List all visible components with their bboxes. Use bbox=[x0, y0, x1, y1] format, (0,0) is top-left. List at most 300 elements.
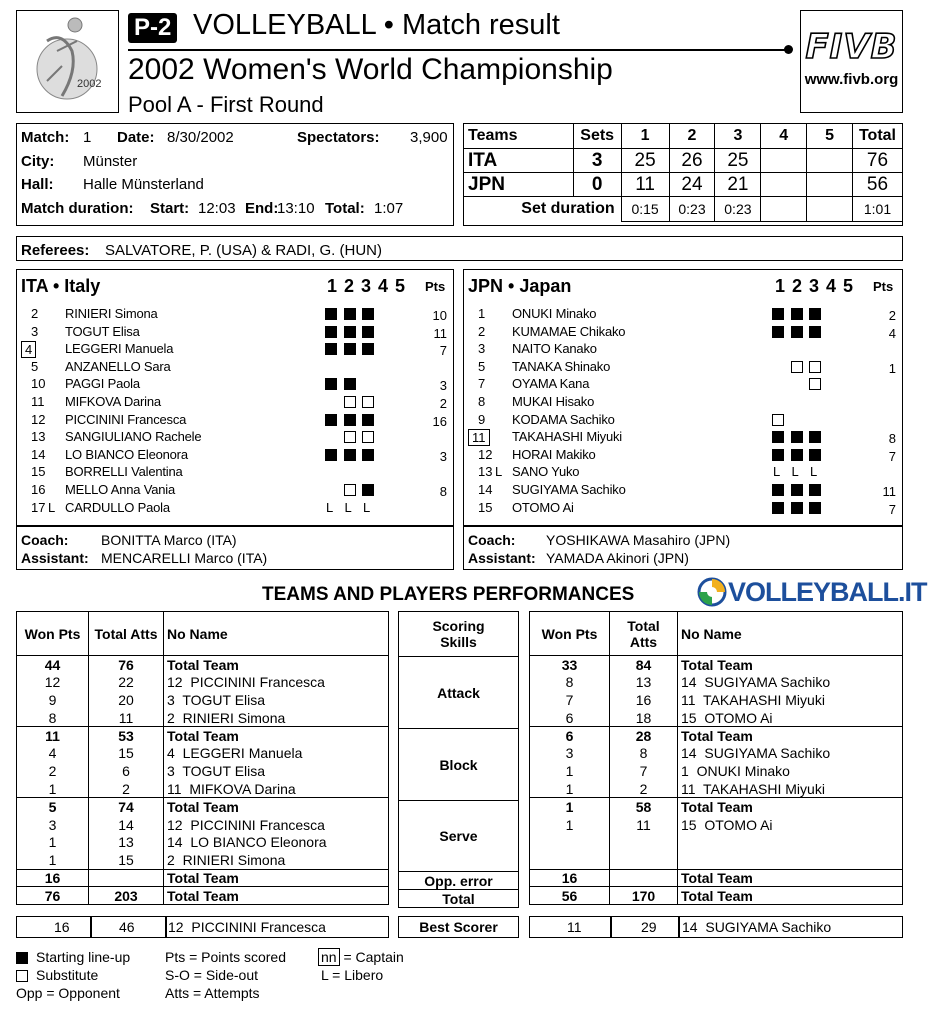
player-number: 15 bbox=[31, 464, 46, 480]
starter-square-icon bbox=[362, 484, 374, 496]
player-points: 7 bbox=[888, 448, 896, 464]
won-points bbox=[530, 851, 610, 869]
player-number: 14 bbox=[478, 482, 493, 497]
player-name bbox=[678, 851, 903, 869]
player-name: SUGIYAMA Sachiko bbox=[512, 482, 626, 497]
player-name: NAITO Kanako bbox=[512, 341, 597, 357]
score-set bbox=[807, 149, 853, 173]
table-row bbox=[17, 833, 389, 851]
libero-set-marker: L bbox=[363, 499, 371, 515]
player-name bbox=[678, 833, 903, 851]
libero-marker: L bbox=[48, 499, 56, 515]
ita-roster-box bbox=[16, 269, 454, 570]
table-row bbox=[17, 656, 389, 674]
table-row bbox=[17, 780, 389, 798]
player-name: Total Team bbox=[678, 656, 903, 674]
player-name: CARDULLO Paola bbox=[65, 499, 170, 515]
ita-assistant-label: Assistant: bbox=[21, 550, 89, 566]
starter-square-icon bbox=[809, 326, 821, 338]
total-attempts: 11 bbox=[610, 816, 678, 834]
total-attempts: 7 bbox=[610, 762, 678, 780]
won-points: 2 bbox=[17, 762, 89, 780]
player-name: MIFKOVA Darina bbox=[65, 394, 161, 409]
player-name: OYAMA Kana bbox=[512, 376, 590, 392]
total-attempts: 84 bbox=[610, 656, 678, 674]
player-number: 4 bbox=[21, 341, 36, 358]
total-attempts: 53 bbox=[89, 727, 164, 745]
player-number: 9 bbox=[478, 411, 486, 427]
jpn-col-name: No Name bbox=[678, 612, 903, 656]
player-points: 10 bbox=[432, 308, 447, 323]
player-name: Total Team bbox=[678, 887, 903, 905]
player-name: MUKAI Hisako bbox=[512, 394, 595, 409]
player-points: 4 bbox=[888, 325, 896, 341]
player-number: 5 bbox=[478, 358, 486, 374]
substitute-square-icon bbox=[362, 396, 374, 408]
substitute-square-icon bbox=[809, 378, 821, 390]
player-number: 10 bbox=[31, 376, 46, 392]
jpn-best-name: 14 SUGIYAMA Sachiko bbox=[682, 919, 832, 935]
table-row bbox=[17, 673, 389, 691]
score-sets: 3 bbox=[573, 149, 621, 173]
legend-opp: Opp = Opponent bbox=[16, 985, 120, 1001]
player-name: OTOMO Ai bbox=[512, 499, 574, 515]
ita-sets-header: 1 2 3 4 5 bbox=[327, 276, 407, 296]
player-name: KODAMA Sachiko bbox=[512, 411, 615, 427]
score-header-set1: 1 bbox=[621, 124, 669, 149]
score-set bbox=[807, 173, 853, 197]
jpn-pts-header: Pts bbox=[873, 279, 894, 294]
set-duration bbox=[807, 197, 853, 222]
score-header-set5: 5 bbox=[807, 124, 853, 149]
total-attempts bbox=[610, 869, 678, 887]
starter-square-icon bbox=[362, 308, 374, 320]
player-number: 15 bbox=[478, 499, 493, 515]
player-name: Total Team bbox=[164, 656, 389, 674]
score-sets: 0 bbox=[573, 173, 621, 197]
score-header-row bbox=[464, 124, 903, 149]
player-name: 2 RINIERI Simona bbox=[164, 709, 389, 727]
won-points: 56 bbox=[530, 887, 610, 905]
player-number: 2 bbox=[31, 306, 39, 321]
player-number: 11 bbox=[31, 394, 45, 409]
set-duration: 0:23 bbox=[669, 197, 715, 222]
skill-block: Block bbox=[398, 728, 519, 801]
won-points: 11 bbox=[17, 727, 89, 745]
total-attempts: 15 bbox=[89, 851, 164, 869]
score-set: 26 bbox=[669, 149, 715, 173]
total-attempts: 76 bbox=[89, 656, 164, 674]
player-name: Total Team bbox=[164, 798, 389, 816]
starter-square-icon bbox=[791, 484, 803, 496]
player-name: TANAKA Shinako bbox=[512, 358, 611, 374]
player-points: 2 bbox=[888, 308, 896, 323]
player-name: Total Team bbox=[164, 727, 389, 745]
starter-square-icon bbox=[325, 414, 337, 426]
starter-square-icon bbox=[325, 378, 337, 390]
captain-symbol: nn bbox=[318, 948, 340, 966]
score-set bbox=[761, 149, 807, 173]
date-label: Date: bbox=[117, 129, 155, 146]
city-label: City: bbox=[21, 153, 55, 170]
ita-coach-divider bbox=[17, 525, 453, 527]
jpn-best-atts: 29 bbox=[641, 919, 657, 935]
divider bbox=[610, 917, 612, 937]
won-points: 6 bbox=[530, 709, 610, 727]
player-name: 2 RINIERI Simona bbox=[164, 851, 389, 869]
player-name: 3 TOGUT Elisa bbox=[164, 691, 389, 709]
legend-captain: nn = Captain bbox=[318, 948, 404, 966]
substitute-square-icon bbox=[791, 361, 803, 373]
divider bbox=[165, 917, 167, 937]
table-row bbox=[530, 691, 903, 709]
player-name: 11 TAKAHASHI Miyuki bbox=[678, 691, 903, 709]
player-number: 16 bbox=[31, 482, 46, 497]
player-name: Total Team bbox=[164, 887, 389, 905]
player-name: SANO Yuko bbox=[512, 464, 580, 480]
player-name: 15 OTOMO Ai bbox=[678, 816, 903, 834]
player-name: Total Team bbox=[678, 798, 903, 816]
starter-square-icon bbox=[325, 308, 337, 320]
total-attempts bbox=[610, 851, 678, 869]
starter-square-icon bbox=[362, 414, 374, 426]
referees-label: Referees: bbox=[21, 242, 90, 259]
player-points: 8 bbox=[439, 484, 447, 499]
filled-square-icon bbox=[16, 952, 28, 964]
player-name: BORRELLI Valentina bbox=[65, 464, 183, 480]
table-row bbox=[530, 851, 903, 869]
match-info-box bbox=[16, 123, 454, 226]
table-row bbox=[530, 709, 903, 727]
set-duration: 0:15 bbox=[621, 197, 669, 222]
spectators-label: Spectators: bbox=[297, 129, 380, 146]
jpn-performance-table bbox=[529, 611, 903, 905]
legend-atts: Atts = Attempts bbox=[165, 985, 260, 1001]
player-name: Total Team bbox=[678, 869, 903, 887]
skills-header: Scoring Skills bbox=[398, 611, 519, 657]
table-row bbox=[17, 691, 389, 709]
won-points: 8 bbox=[530, 673, 610, 691]
player-number: 3 bbox=[31, 323, 39, 339]
score-header-set3: 3 bbox=[715, 124, 761, 149]
total-label: Total: bbox=[325, 200, 365, 217]
end-label: End: bbox=[245, 200, 279, 217]
total-attempts: 2 bbox=[610, 780, 678, 798]
starter-square-icon bbox=[791, 308, 803, 320]
table-row bbox=[530, 798, 903, 816]
player-number: 13 bbox=[31, 429, 46, 445]
table-row bbox=[530, 762, 903, 780]
starter-square-icon bbox=[772, 484, 784, 496]
player-name: Total Team bbox=[164, 869, 389, 887]
ita-coach-label: Coach: bbox=[21, 532, 69, 548]
match-date: 8/30/2002 bbox=[167, 129, 234, 146]
player-name: 12 PICCININI Francesca bbox=[164, 673, 389, 691]
header-rule-dot bbox=[784, 45, 793, 54]
city-value: Münster bbox=[83, 153, 138, 170]
player-name: 14 SUGIYAMA Sachiko bbox=[678, 673, 903, 691]
won-points: 1 bbox=[17, 780, 89, 798]
jpn-best-scorer bbox=[529, 916, 903, 938]
player-points: 11 bbox=[433, 325, 447, 341]
substitute-square-icon bbox=[362, 431, 374, 443]
table-row bbox=[530, 887, 903, 905]
starter-square-icon bbox=[772, 308, 784, 320]
set-duration-total: 1:01 bbox=[852, 197, 902, 222]
fivb-mark: FIVB bbox=[805, 27, 898, 67]
starter-square-icon bbox=[362, 449, 374, 461]
player-name: KUMAMAE Chikako bbox=[512, 323, 626, 339]
score-set: 25 bbox=[715, 149, 761, 173]
player-points: 2 bbox=[439, 396, 447, 411]
starter-square-icon bbox=[791, 502, 803, 514]
libero-set-marker: L bbox=[773, 464, 781, 480]
total-attempts: 22 bbox=[89, 673, 164, 691]
starter-square-icon bbox=[809, 502, 821, 514]
total-attempts: 74 bbox=[89, 798, 164, 816]
set-score-table bbox=[463, 123, 903, 222]
table-row bbox=[17, 851, 389, 869]
best-scorer-label: Best Scorer bbox=[398, 916, 519, 938]
table-row bbox=[17, 869, 389, 887]
starter-square-icon bbox=[344, 449, 356, 461]
score-header-set4: 4 bbox=[761, 124, 807, 149]
libero-set-marker: L bbox=[344, 499, 352, 515]
won-points: 16 bbox=[530, 869, 610, 887]
player-number: 8 bbox=[478, 394, 486, 409]
set-duration-row bbox=[464, 197, 903, 222]
total-attempts: 13 bbox=[89, 833, 164, 851]
jpn-assistant-label: Assistant: bbox=[468, 550, 536, 566]
player-points: 16 bbox=[432, 413, 447, 429]
volleyball-it-text: VOLLEYBALL.IT bbox=[728, 576, 927, 607]
table-row bbox=[17, 762, 389, 780]
ita-assistant: MENCARELLI Marco (ITA) bbox=[101, 550, 268, 566]
ita-col-atts: Total Atts bbox=[89, 612, 164, 656]
won-points: 5 bbox=[17, 798, 89, 816]
total-attempts: 8 bbox=[610, 744, 678, 762]
starter-square-icon bbox=[772, 449, 784, 461]
divider bbox=[90, 917, 92, 937]
player-name: RINIERI Simona bbox=[65, 306, 158, 321]
player-name: 3 TOGUT Elisa bbox=[164, 762, 389, 780]
won-points: 6 bbox=[530, 727, 610, 745]
ita-col-won: Won Pts bbox=[17, 612, 89, 656]
ita-best-pts: 16 bbox=[54, 919, 70, 935]
referees-box bbox=[16, 236, 903, 261]
volleyball-icon bbox=[697, 577, 727, 607]
table-row bbox=[530, 673, 903, 691]
skill-serve: Serve bbox=[398, 800, 519, 872]
jpn-sets-header: 1 2 3 4 5 bbox=[775, 276, 855, 296]
jpn-col-won: Won Pts bbox=[530, 612, 610, 656]
starter-square-icon bbox=[809, 449, 821, 461]
won-points bbox=[530, 833, 610, 851]
player-points: 1 bbox=[888, 360, 896, 376]
score-team: ITA bbox=[464, 149, 574, 173]
ita-coach: BONITTA Marco (ITA) bbox=[101, 532, 237, 548]
skill-total: Total bbox=[398, 889, 519, 908]
player-number: 14 bbox=[31, 446, 46, 462]
score-header-set2: 2 bbox=[669, 124, 715, 149]
substitute-square-icon bbox=[344, 396, 356, 408]
player-points: 11 bbox=[882, 484, 896, 499]
starter-square-icon bbox=[791, 326, 803, 338]
jpn-col-atts: Total Atts bbox=[610, 612, 678, 656]
divider bbox=[678, 917, 680, 937]
total-value: 1:07 bbox=[374, 200, 404, 217]
duration-label: Match duration: bbox=[21, 200, 134, 217]
ita-pts-header: Pts bbox=[425, 279, 446, 294]
performance-title: TEAMS AND PLAYERS PERFORMANCES bbox=[262, 584, 635, 605]
player-number: 3 bbox=[478, 341, 486, 357]
score-header-teams: Teams bbox=[464, 124, 574, 149]
table-row bbox=[17, 816, 389, 834]
libero-set-marker: L bbox=[810, 464, 818, 480]
spectators-value: 3,900 bbox=[410, 129, 448, 146]
total-attempts: 15 bbox=[89, 744, 164, 762]
player-number: 7 bbox=[478, 376, 486, 392]
player-name: 14 LO BIANCO Eleonora bbox=[164, 833, 389, 851]
starter-square-icon bbox=[791, 431, 803, 443]
total-attempts: 14 bbox=[89, 816, 164, 834]
legend-pts: Pts = Points scored bbox=[165, 949, 287, 965]
player-name: SANGIULIANO Rachele bbox=[65, 429, 202, 445]
starter-square-icon bbox=[344, 343, 356, 355]
table-row bbox=[530, 744, 903, 762]
starter-square-icon bbox=[325, 343, 337, 355]
jpn-coach: YOSHIKAWA Masahiro (JPN) bbox=[546, 532, 731, 548]
player-name: 14 SUGIYAMA Sachiko bbox=[678, 744, 903, 762]
starter-square-icon bbox=[809, 431, 821, 443]
player-name: 4 LEGGERI Manuela bbox=[164, 744, 389, 762]
ita-best-scorer bbox=[16, 916, 389, 938]
score-header-sets: Sets bbox=[573, 124, 621, 149]
ita-col-name: No Name bbox=[164, 612, 389, 656]
header-rule bbox=[128, 49, 790, 51]
total-attempts: 170 bbox=[610, 887, 678, 905]
total-attempts: 13 bbox=[610, 673, 678, 691]
table-row bbox=[530, 833, 903, 851]
championship-title: 2002 Women's World Championship bbox=[128, 53, 613, 86]
hall-value: Halle Münsterland bbox=[83, 176, 204, 193]
won-points: 1 bbox=[530, 762, 610, 780]
total-attempts bbox=[89, 869, 164, 887]
total-attempts: 11 bbox=[89, 709, 164, 727]
player-name: TAKAHASHI Miyuki bbox=[512, 429, 622, 445]
score-total: 76 bbox=[852, 149, 902, 173]
won-points: 44 bbox=[17, 656, 89, 674]
player-number: 12 bbox=[478, 446, 493, 462]
player-name: 11 MIFKOVA Darina bbox=[164, 780, 389, 798]
jpn-coach-divider bbox=[464, 525, 902, 527]
championship-logo bbox=[16, 10, 119, 113]
won-points: 8 bbox=[17, 709, 89, 727]
won-points: 1 bbox=[530, 798, 610, 816]
table-row bbox=[17, 887, 389, 905]
won-points: 4 bbox=[17, 744, 89, 762]
score-row-ita bbox=[464, 149, 903, 173]
won-points: 33 bbox=[530, 656, 610, 674]
table-row bbox=[17, 798, 389, 816]
score-set: 24 bbox=[669, 173, 715, 197]
won-points: 1 bbox=[17, 851, 89, 869]
starter-square-icon bbox=[362, 326, 374, 338]
empty-square-icon bbox=[16, 970, 28, 982]
set-duration-label: Set duration bbox=[464, 197, 622, 222]
substitute-square-icon bbox=[344, 484, 356, 496]
won-points: 76 bbox=[17, 887, 89, 905]
pool-title: Pool A - First Round bbox=[128, 92, 324, 117]
volleyball-it-logo bbox=[697, 576, 927, 608]
total-attempts bbox=[610, 833, 678, 851]
match-label: Match: bbox=[21, 129, 70, 146]
libero-set-marker: L bbox=[791, 464, 799, 480]
legend-so: S-O = Side-out bbox=[165, 967, 258, 983]
substitute-square-icon bbox=[344, 431, 356, 443]
score-team: JPN bbox=[464, 173, 574, 197]
starter-square-icon bbox=[344, 326, 356, 338]
set-duration: 0:23 bbox=[715, 197, 761, 222]
score-set: 25 bbox=[621, 149, 669, 173]
won-points: 7 bbox=[530, 691, 610, 709]
player-points: 7 bbox=[888, 501, 896, 517]
table-row bbox=[530, 656, 903, 674]
score-header-total: Total bbox=[852, 124, 902, 149]
starter-square-icon bbox=[325, 449, 337, 461]
start-value: 12:03 bbox=[198, 200, 236, 217]
won-points: 16 bbox=[17, 869, 89, 887]
logo-year: 2002 bbox=[77, 78, 102, 90]
total-attempts: 20 bbox=[89, 691, 164, 709]
won-points: 3 bbox=[17, 816, 89, 834]
table-row bbox=[17, 744, 389, 762]
starter-square-icon bbox=[809, 308, 821, 320]
fivb-url[interactable]: www.fivb.org bbox=[804, 71, 899, 88]
player-number: 5 bbox=[31, 358, 39, 374]
total-attempts: 28 bbox=[610, 727, 678, 745]
score-set: 11 bbox=[621, 173, 669, 197]
set-duration bbox=[761, 197, 807, 222]
score-row-jpn bbox=[464, 173, 903, 197]
total-attempts: 2 bbox=[89, 780, 164, 798]
table-row bbox=[17, 709, 389, 727]
table-row bbox=[17, 727, 389, 745]
starter-square-icon bbox=[772, 502, 784, 514]
hall-label: Hall: bbox=[21, 176, 54, 193]
player-points: 8 bbox=[888, 431, 896, 447]
legend-libero: L = Libero bbox=[321, 967, 384, 983]
score-total: 56 bbox=[852, 173, 902, 197]
total-attempts: 18 bbox=[610, 709, 678, 727]
won-points: 1 bbox=[17, 833, 89, 851]
starter-square-icon bbox=[809, 484, 821, 496]
won-points: 9 bbox=[17, 691, 89, 709]
player-number: 12 bbox=[31, 411, 46, 427]
starter-square-icon bbox=[772, 431, 784, 443]
total-attempts: 16 bbox=[610, 691, 678, 709]
player-name: LO BIANCO Eleonora bbox=[65, 446, 188, 462]
start-label: Start: bbox=[150, 200, 190, 217]
player-name: 1 ONUKI Minako bbox=[678, 762, 903, 780]
jpn-team-title: JPN • Japan bbox=[468, 276, 572, 296]
starter-square-icon bbox=[325, 326, 337, 338]
table-row bbox=[530, 780, 903, 798]
score-set bbox=[761, 173, 807, 197]
jpn-assistant: YAMADA Akinori (JPN) bbox=[546, 550, 689, 566]
won-points: 3 bbox=[530, 744, 610, 762]
starter-square-icon bbox=[344, 308, 356, 320]
